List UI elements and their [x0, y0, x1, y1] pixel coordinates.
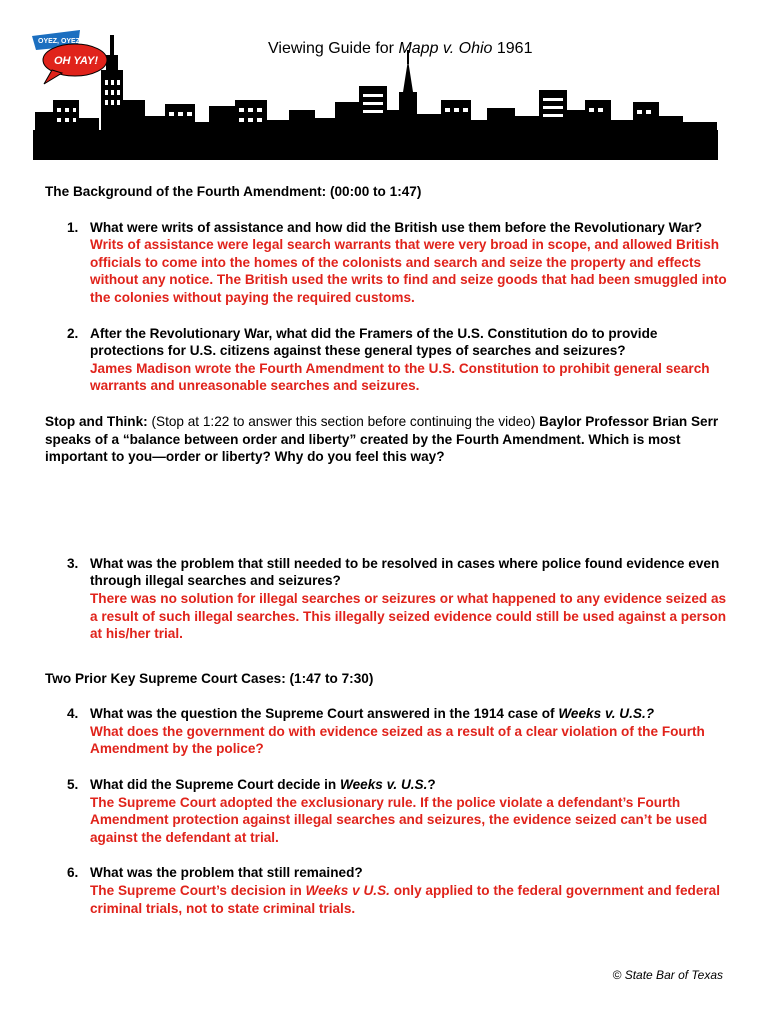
answer-text: Writs of assistance were legal search warrants that were very broad in scope, and allowed British officials to come into the homes of the colonists and search and seize the property and effects without any notice. The British used the writs to find and seize goods that had been smuggled into the colonies without paying the required customs. [90, 237, 727, 305]
question-5 [45, 776, 735, 846]
question-4 [45, 705, 735, 758]
logo-line1: OYEZ, OYEZ [38, 38, 81, 45]
question-text: What were writs of assistance and how did the British use them before the Revolutionary War? [90, 219, 703, 235]
stop-prompt: Baylor Professor Brian Serr speaks of a “balance between order and liberty” created by the Fourth Amendment. Which is most important to you—order or liberty? Why do you feel this way? [45, 413, 719, 465]
viewing-guide-content [45, 183, 735, 917]
question-3 [45, 555, 735, 643]
question-text [90, 705, 735, 723]
question-text: What was the problem that still remained? [90, 865, 363, 881]
stop-and-think [45, 413, 735, 466]
page-header [0, 0, 768, 162]
answer-text [90, 882, 735, 917]
question-2 [45, 325, 735, 395]
question-number: 5. [67, 777, 79, 793]
question-number: 1. [67, 219, 79, 235]
oyez-logo [30, 28, 110, 90]
question-text-part: What did the Supreme Court decide in [90, 777, 340, 793]
question-number: 3. [67, 555, 79, 571]
section-heading-prior-cases: Two Prior Key Supreme Court Cases: (1:47 to 7:30) [45, 670, 374, 686]
answer-text-end: only applied to the federal government and federal criminal trials, not to state criminal trials. [90, 883, 721, 916]
question-number: 4. [67, 706, 79, 722]
answer-text: James Madison wrote the Fourth Amendment to the U.S. Constitution to prohibit general search warrants and unreasonable searches and seizures. [90, 360, 710, 394]
copyright-footer: © State Bar of Texas [612, 968, 723, 982]
question-6 [45, 864, 735, 917]
page-title [268, 40, 532, 58]
answer-text: The Supreme Court adopted the exclusionary rule. If the police violate a defendant’s Fourth Amendment protection against illegal searches and seizures, the evidence seized can’t be used against the defendant at trial. [90, 794, 708, 845]
title-prefix: Viewing Guide for [268, 40, 399, 57]
answer-text-part: The Supreme Court’s decision in [90, 883, 306, 899]
section-heading-background: The Background of the Fourth Amendment: (00:00 to 1:47) [45, 184, 422, 199]
question-1 [45, 219, 735, 307]
logo-line2: OH YAY! [54, 55, 99, 67]
question-case-name: Weeks v. U.S. [340, 777, 428, 793]
title-year: 1961 [492, 40, 533, 57]
answer-text: There was no solution for illegal searches or seizures or what happened to any evidence seized as a result of such illegal searches. This illegally seized evidence could still be used against a person at his/her trial. [90, 590, 727, 642]
question-text [90, 776, 735, 794]
question-text: After the Revolutionary War, what did the Framers of the U.S. Constitution do to provide protections for U.S. citizens against these general types of searches and seizures? [90, 325, 658, 359]
stop-instructions: (Stop at 1:22 to answer this section before continuing the video) [147, 413, 540, 429]
question-case-name: Weeks v. U.S.? [558, 706, 655, 722]
answer-case-name: Weeks v U.S. [305, 883, 390, 899]
answer-text: What does the government do with evidence seized as a result of a clear violation of the Fourth Amendment by the police? [90, 723, 705, 757]
title-case: Mapp v. Ohio [398, 40, 493, 57]
stop-label: Stop and Think: [45, 413, 148, 429]
question-text-end: ? [427, 777, 436, 793]
question-number: 6. [67, 865, 79, 881]
question-text-part: What was the question the Supreme Court answered in the 1914 case of [90, 706, 559, 722]
question-text: What was the problem that still needed to be resolved in cases where police found evidence even through illegal searches and seizures? [90, 555, 720, 589]
question-number: 2. [67, 325, 79, 341]
